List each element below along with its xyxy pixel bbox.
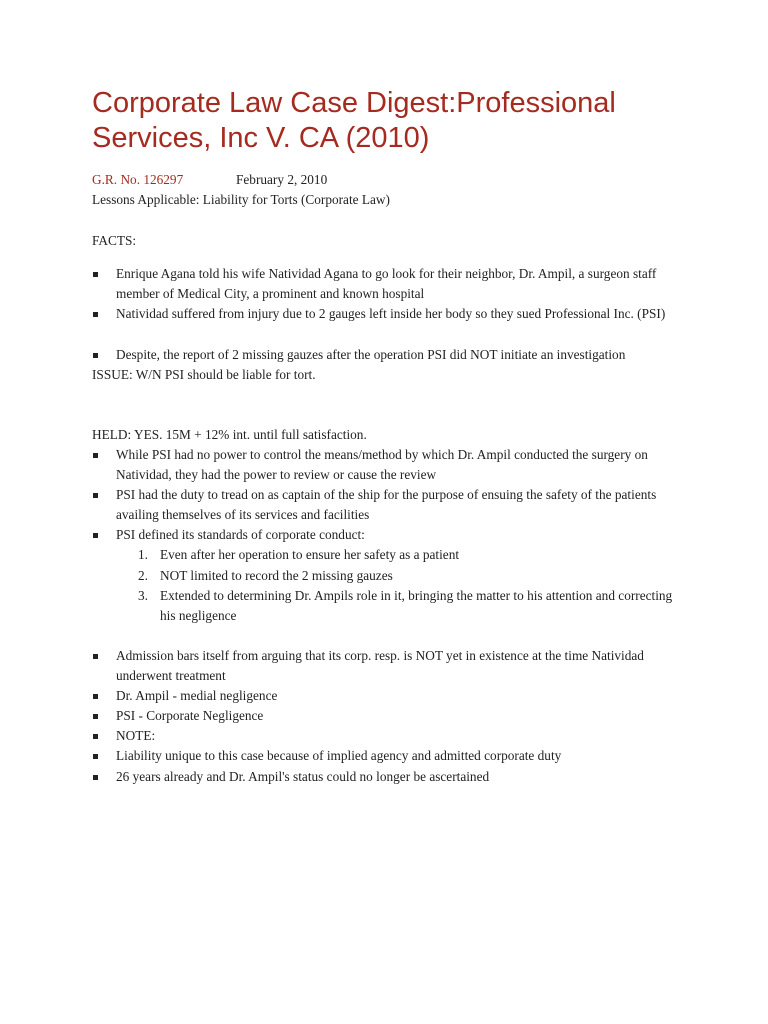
item-text: NOT limited to record the 2 missing gauzes — [160, 568, 393, 583]
held-text: PSI had the duty to tread on as captain of the ship for the purpose of ensuing the safety of the patients availing themselves of its services and facilities — [116, 487, 657, 522]
point-text: 26 years already and Dr. Ampil's status could no longer be ascertained — [116, 769, 490, 784]
fact-text: Enrique Agana told his wife Natividad Agana to go look for their neighbor, Dr. Ampil, a surgeon staff member of Medical City, a prominent and known hospital — [116, 266, 657, 301]
item-number: 3. — [138, 588, 148, 603]
fact-text: Despite, the report of 2 missing gauzes after the operation PSI did NOT initiate an investigation — [116, 347, 626, 362]
bullet-icon — [92, 264, 102, 284]
bullet-icon — [92, 746, 102, 766]
bullet-icon — [92, 304, 102, 324]
issue-line: ISSUE: W/N PSI should be liable for tort. — [92, 367, 316, 382]
bullet-icon — [92, 706, 102, 726]
list-item — [92, 646, 682, 686]
bullet-icon — [92, 485, 102, 505]
point-text: Dr. Ampil - medial negligence — [116, 688, 278, 703]
held-line: HELD: YES. 15M + 12% int. until full satisfaction. — [92, 427, 367, 442]
item-text: Even after her operation to ensure her safety as a patient — [160, 547, 460, 562]
list-item — [92, 304, 682, 324]
list-item — [92, 706, 682, 726]
bullet-icon — [92, 646, 102, 666]
bullet-icon — [92, 445, 102, 465]
item-number: 2. — [138, 568, 148, 583]
list-item — [92, 767, 682, 787]
item-text: Extended to determining Dr. Ampils role in it, bringing the matter to his attention and correcting his negligence — [160, 588, 673, 623]
held-text: While PSI had no power to control the means/method by which Dr. Ampil conducted the surgery on Natividad, they had the power to review or cause the review — [116, 447, 648, 482]
list-item — [92, 485, 682, 525]
lessons-applicable: Lessons Applicable: Liability for Torts (Corporate Law) — [92, 192, 390, 207]
gr-number: G.R. No. 126297 — [92, 172, 184, 187]
point-text: PSI - Corporate Negligence — [116, 708, 264, 723]
list-item — [92, 726, 682, 746]
page-title: Corporate Law Case Digest:Professional Services, Inc V. CA (2010) — [92, 87, 616, 154]
point-text: Admission bars itself from arguing that its corp. resp. is NOT yet in existence at the time Natividad underwent treatment — [116, 648, 644, 683]
list-item — [92, 746, 682, 766]
list-item — [92, 686, 682, 706]
bullet-icon — [92, 525, 102, 545]
bullet-icon — [92, 726, 102, 746]
numbered-item — [138, 545, 678, 565]
decision-date: February 2, 2010 — [236, 172, 328, 187]
list-item — [92, 525, 682, 545]
list-item — [92, 264, 682, 304]
point-text: NOTE: — [116, 728, 156, 743]
held-text: PSI defined its standards of corporate conduct: — [116, 527, 365, 542]
numbered-item — [138, 566, 678, 586]
point-text: Liability unique to this case because of implied agency and admitted corporate duty — [116, 748, 562, 763]
bullet-icon — [92, 767, 102, 787]
item-number: 1. — [138, 547, 148, 562]
numbered-item — [138, 586, 678, 626]
case-meta — [92, 170, 327, 190]
fact-text: Natividad suffered from injury due to 2 gauges left inside her body so they sued Professional Inc. (PSI) — [116, 306, 666, 321]
facts-heading: FACTS: — [92, 233, 137, 248]
list-item — [92, 445, 682, 485]
bullet-icon — [92, 345, 102, 365]
bullet-icon — [92, 686, 102, 706]
list-item — [92, 345, 682, 365]
